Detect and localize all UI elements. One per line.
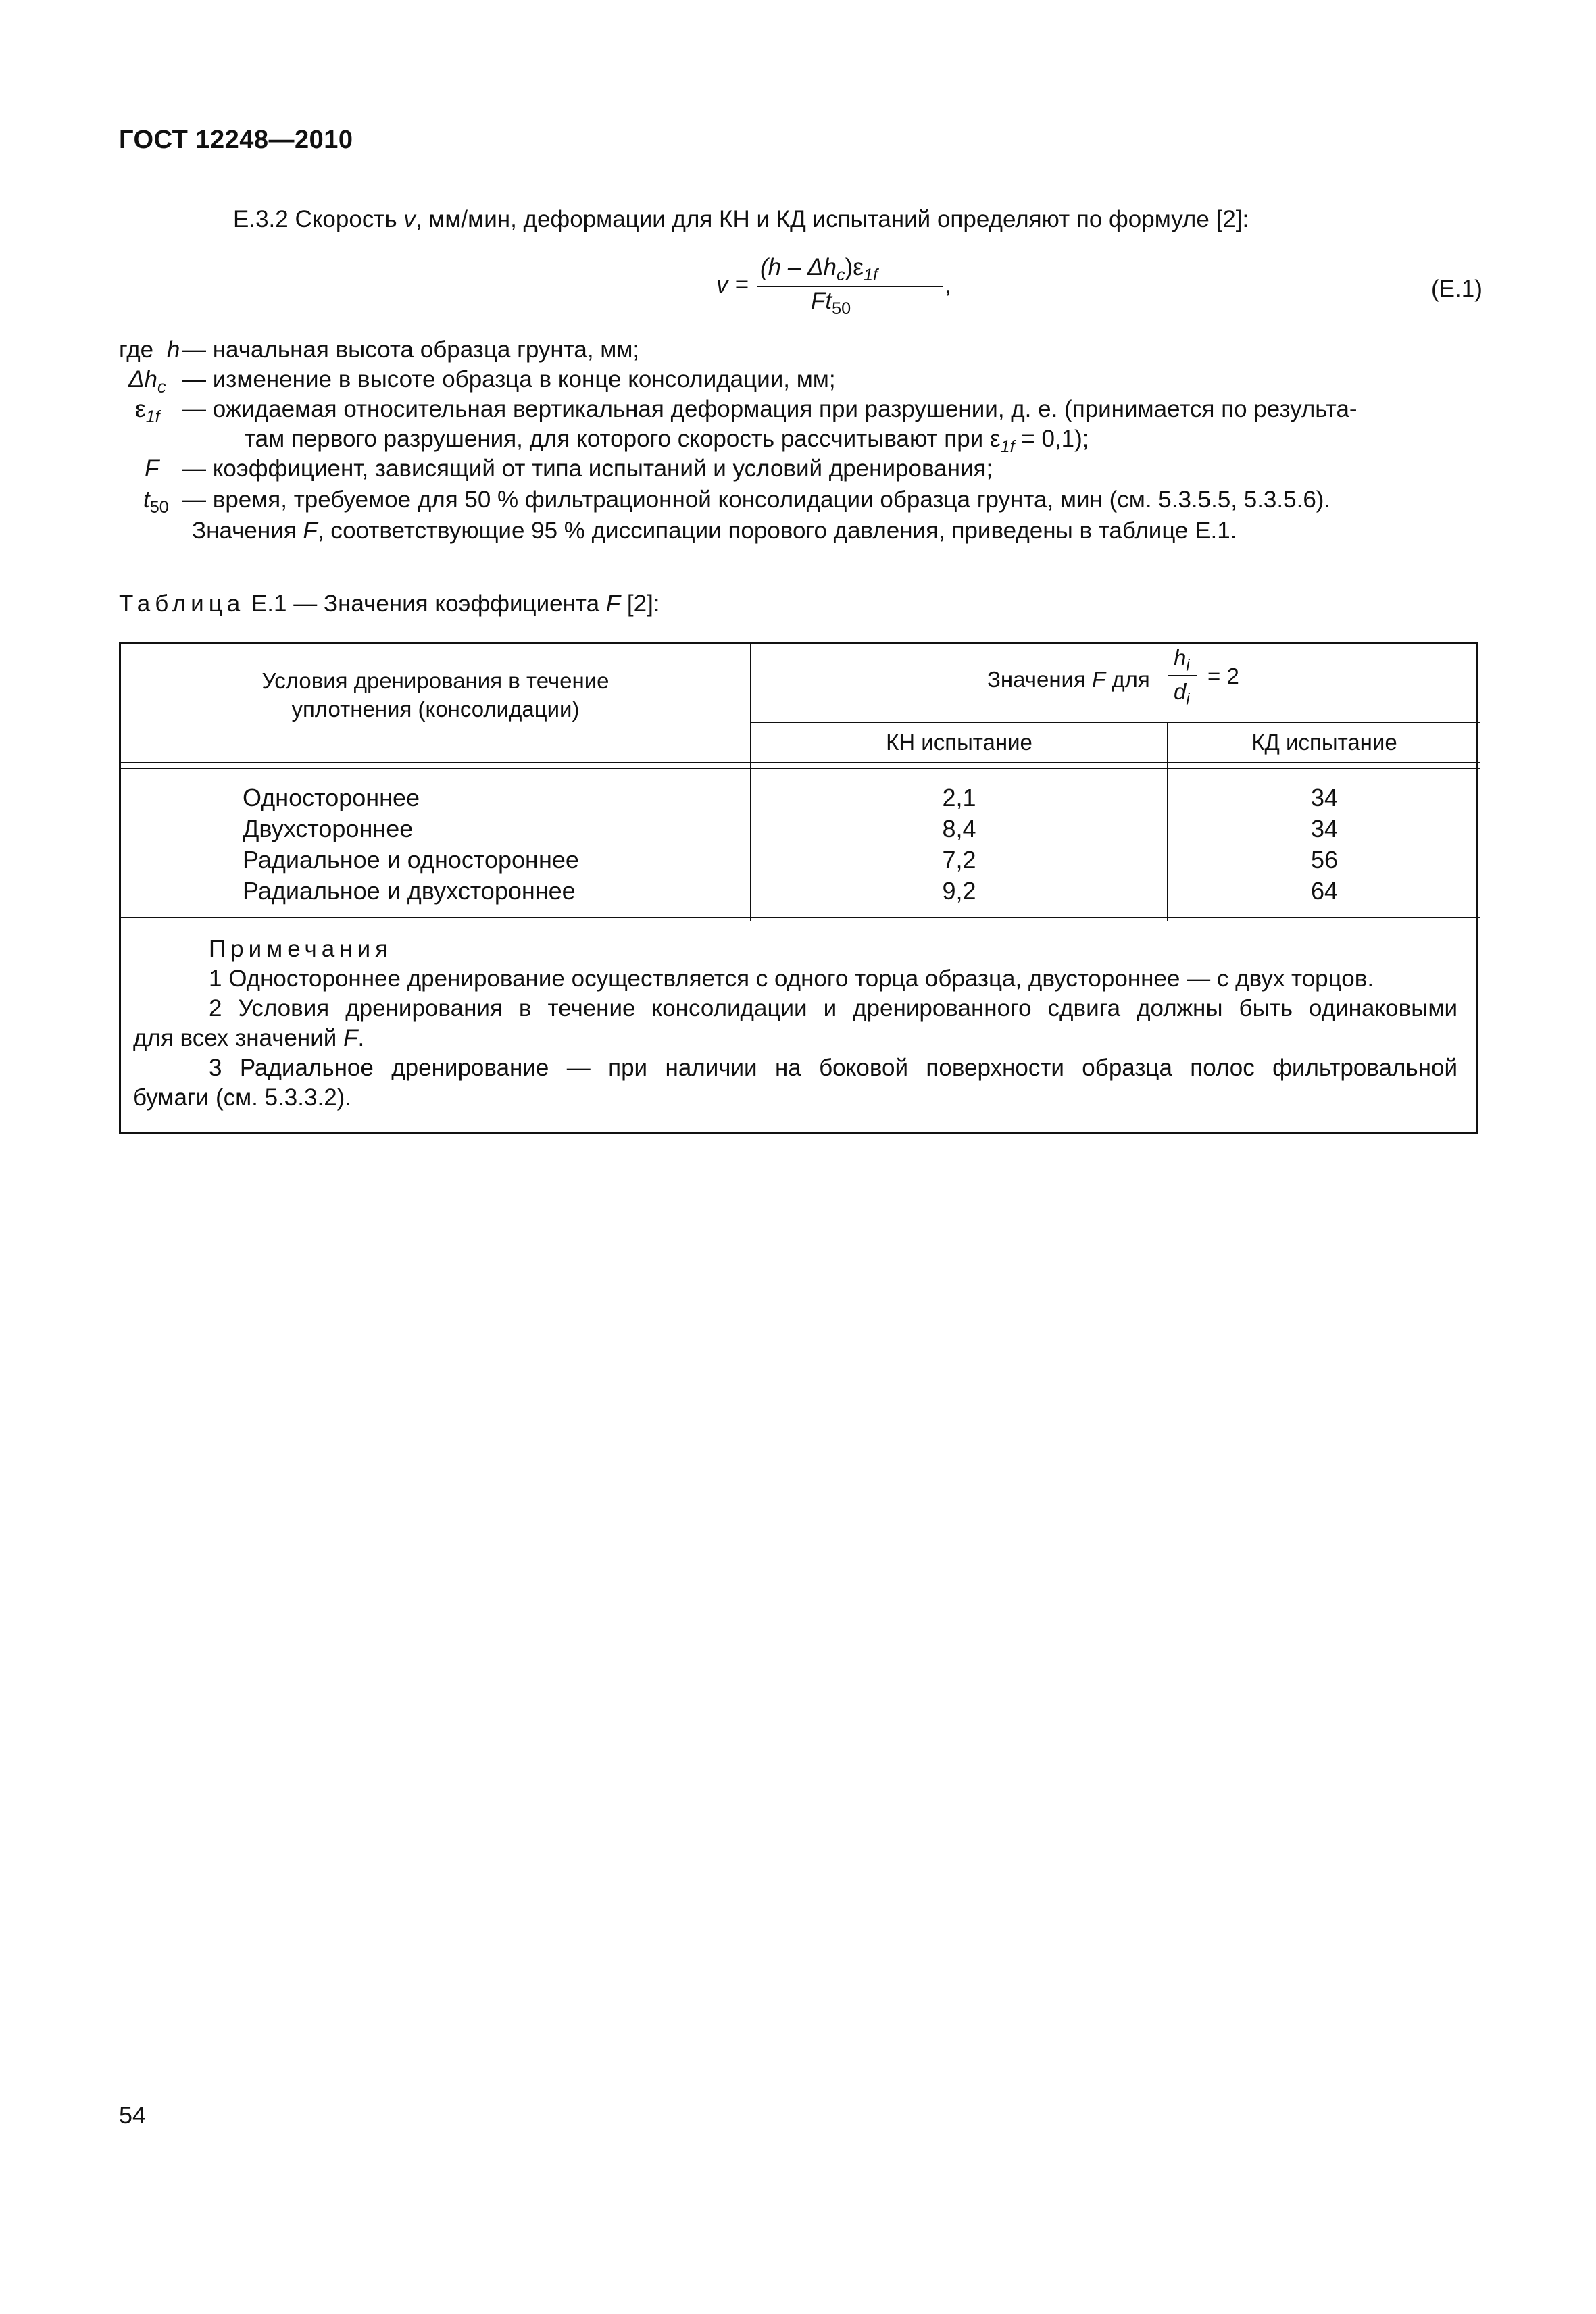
header-drainage-conditions	[121, 667, 750, 724]
note-3-line-2: бумаги (см. 5.3.3.2).	[133, 1084, 352, 1111]
notes-title: Примечания	[209, 936, 393, 962]
symbol-t: t	[143, 486, 150, 513]
document-header: ГОСТ 12248—2010	[119, 126, 353, 154]
fraction-num-h: h	[1174, 645, 1187, 670]
header-drainage-line-2: уплотнения (консолидации)	[291, 697, 580, 722]
table-hline-head-2	[121, 768, 1480, 769]
fraction-equals: = 2	[1207, 663, 1239, 688]
table-caption	[119, 589, 660, 619]
header-values-F-symbol: F	[1092, 667, 1106, 692]
header-kn-test: КН испытание	[886, 730, 1032, 755]
definition-epsilon	[135, 395, 1357, 427]
table-cell-kd: 56	[1310, 846, 1339, 874]
table-cell-kn: 7,2	[942, 846, 976, 874]
table-caption-a: Е.1 — Значения коэффициента	[245, 590, 606, 617]
fraction-den-sub: i	[1186, 690, 1190, 709]
values-note-a: Значения	[192, 518, 303, 544]
table-caption-label: Таблица	[119, 590, 245, 617]
table-row-condition: Радиальное и двухстороннее	[243, 877, 576, 905]
values-note	[192, 516, 1237, 546]
note-2-F: F	[343, 1025, 358, 1051]
fraction-den-d: d	[1174, 679, 1187, 704]
formula-numerator	[760, 254, 878, 285]
definition-delta-h	[128, 365, 836, 397]
note-2-line-2	[133, 1024, 1457, 1053]
note-2-line-1: 2 Условия дренирования в течение консолидации и дренированного сдвига должны быть одинаковыми	[209, 995, 1457, 1022]
formula-denominator-a: Ft	[811, 288, 832, 314]
table-cell-kd: 34	[1310, 784, 1339, 811]
values-note-b: , соответствующие 95 % диссипации порового давления, приведены в таблице Е.1.	[317, 518, 1237, 544]
where-word: где	[119, 336, 154, 363]
table-cell-kd: 64	[1310, 877, 1339, 905]
fraction-line	[1168, 675, 1197, 676]
definition-epsilon-text-2b: = 0,1);	[1014, 426, 1089, 452]
formula-denominator	[811, 288, 851, 319]
note-2-line-2b: .	[357, 1025, 365, 1051]
table-notes	[133, 934, 1457, 1113]
table-cell-kn: 9,2	[942, 877, 976, 905]
symbol-epsilon-sub: 1f	[145, 407, 160, 427]
definition-epsilon-text-2a: там первого разрушения, для которого скорость рассчитывают при ε	[245, 426, 1001, 452]
definition-epsilon-text-2-sub: 1f	[1000, 437, 1015, 457]
formula-numerator-a: (h – Δh	[760, 254, 837, 280]
definition-F	[145, 454, 993, 484]
symbol-delta-h: Δh	[128, 366, 157, 393]
note-2-line-2a: для всех значений	[133, 1025, 344, 1051]
table-cell-kn: 2,1	[942, 784, 976, 811]
table-cell-kd: 34	[1310, 815, 1339, 842]
formula-denominator-sub: 50	[832, 299, 851, 319]
fraction-numerator	[1174, 644, 1190, 675]
fraction-num-sub: i	[1186, 656, 1190, 675]
table-cell-kn: 8,4	[942, 815, 976, 842]
conditions-column	[243, 782, 579, 907]
intro-suffix: , мм/мин, деформации для КН и КД испытаний определяют по формуле [2]:	[415, 206, 1249, 232]
header-kd-test: КД испытание	[1251, 730, 1397, 755]
definition-epsilon-cont	[245, 424, 1089, 457]
table-row-condition: Одностороннее	[243, 784, 420, 811]
symbol-h: h	[166, 336, 180, 363]
definition-F-text: — коэффициент, зависящий от типа испытаний и условий дренирования;	[182, 455, 993, 482]
equation-number: (Е.1)	[1431, 276, 1482, 302]
formula-e1	[716, 254, 951, 322]
table-caption-b: [2]:	[620, 590, 660, 617]
note-3-line-1: 3 Радиальное дренирование — при наличии на боковой поверхности образца полос фильтровальной	[209, 1055, 1457, 1081]
table-caption-F: F	[605, 590, 621, 617]
header-values-a: Значения	[987, 667, 1093, 692]
definition-h	[119, 335, 640, 365]
definition-delta-h-text: — изменение в высоте образца в конце консолидации, мм;	[182, 366, 836, 393]
symbol-delta-h-sub: c	[157, 378, 166, 397]
formula-numerator-b: )ε	[845, 254, 864, 280]
intro-paragraph	[233, 205, 1249, 234]
note-1: 1 Одностороннее дренирование осуществляется с одного торца образца, двустороннее — с двух торцов.	[209, 965, 1374, 992]
definition-epsilon-text-1: — ожидаемая относительная вертикальная деформация при разрушении, д. е. (принимается по результа-	[182, 396, 1357, 422]
page-number: 54	[119, 2101, 147, 2129]
symbol-epsilon: ε	[135, 396, 146, 422]
fraction-denominator	[1174, 678, 1190, 709]
table-row-condition: Двухстороннее	[243, 815, 414, 842]
fraction-bar	[757, 286, 943, 287]
header-values-F	[987, 665, 1150, 694]
intro-variable: v	[403, 206, 416, 232]
header-drainage-line-1: Условия дренирования в течение	[261, 668, 609, 693]
values-note-F: F	[303, 518, 318, 544]
header-values-b: для	[1105, 667, 1150, 692]
intro-prefix: Е.3.2 Скорость	[233, 206, 404, 232]
coefficient-table	[119, 642, 1478, 1134]
table-row-condition: Радиальное и одностороннее	[243, 846, 579, 874]
formula-numerator-sub: c	[836, 266, 845, 285]
symbol-t-sub: 50	[149, 498, 169, 518]
formula-numerator-sub2: 1f	[863, 266, 878, 285]
kn-values-column	[751, 782, 1167, 907]
definition-t50	[143, 485, 1331, 518]
table-hline-head-1	[121, 762, 1480, 763]
definition-h-text: — начальная высота образца грунта, мм;	[182, 336, 640, 363]
table-hline-subhead	[750, 722, 1480, 723]
formula-comma: ,	[945, 272, 951, 298]
table-hline-body-end	[121, 917, 1480, 918]
symbol-F: F	[145, 455, 159, 482]
formula-lhs: v =	[716, 272, 749, 298]
definition-t50-text: — время, требуемое для 50 % фильтрационной консолидации образца грунта, мин (см. 5.3.5.5, 5.3.5.6).	[182, 486, 1331, 513]
kd-values-column	[1168, 782, 1480, 907]
